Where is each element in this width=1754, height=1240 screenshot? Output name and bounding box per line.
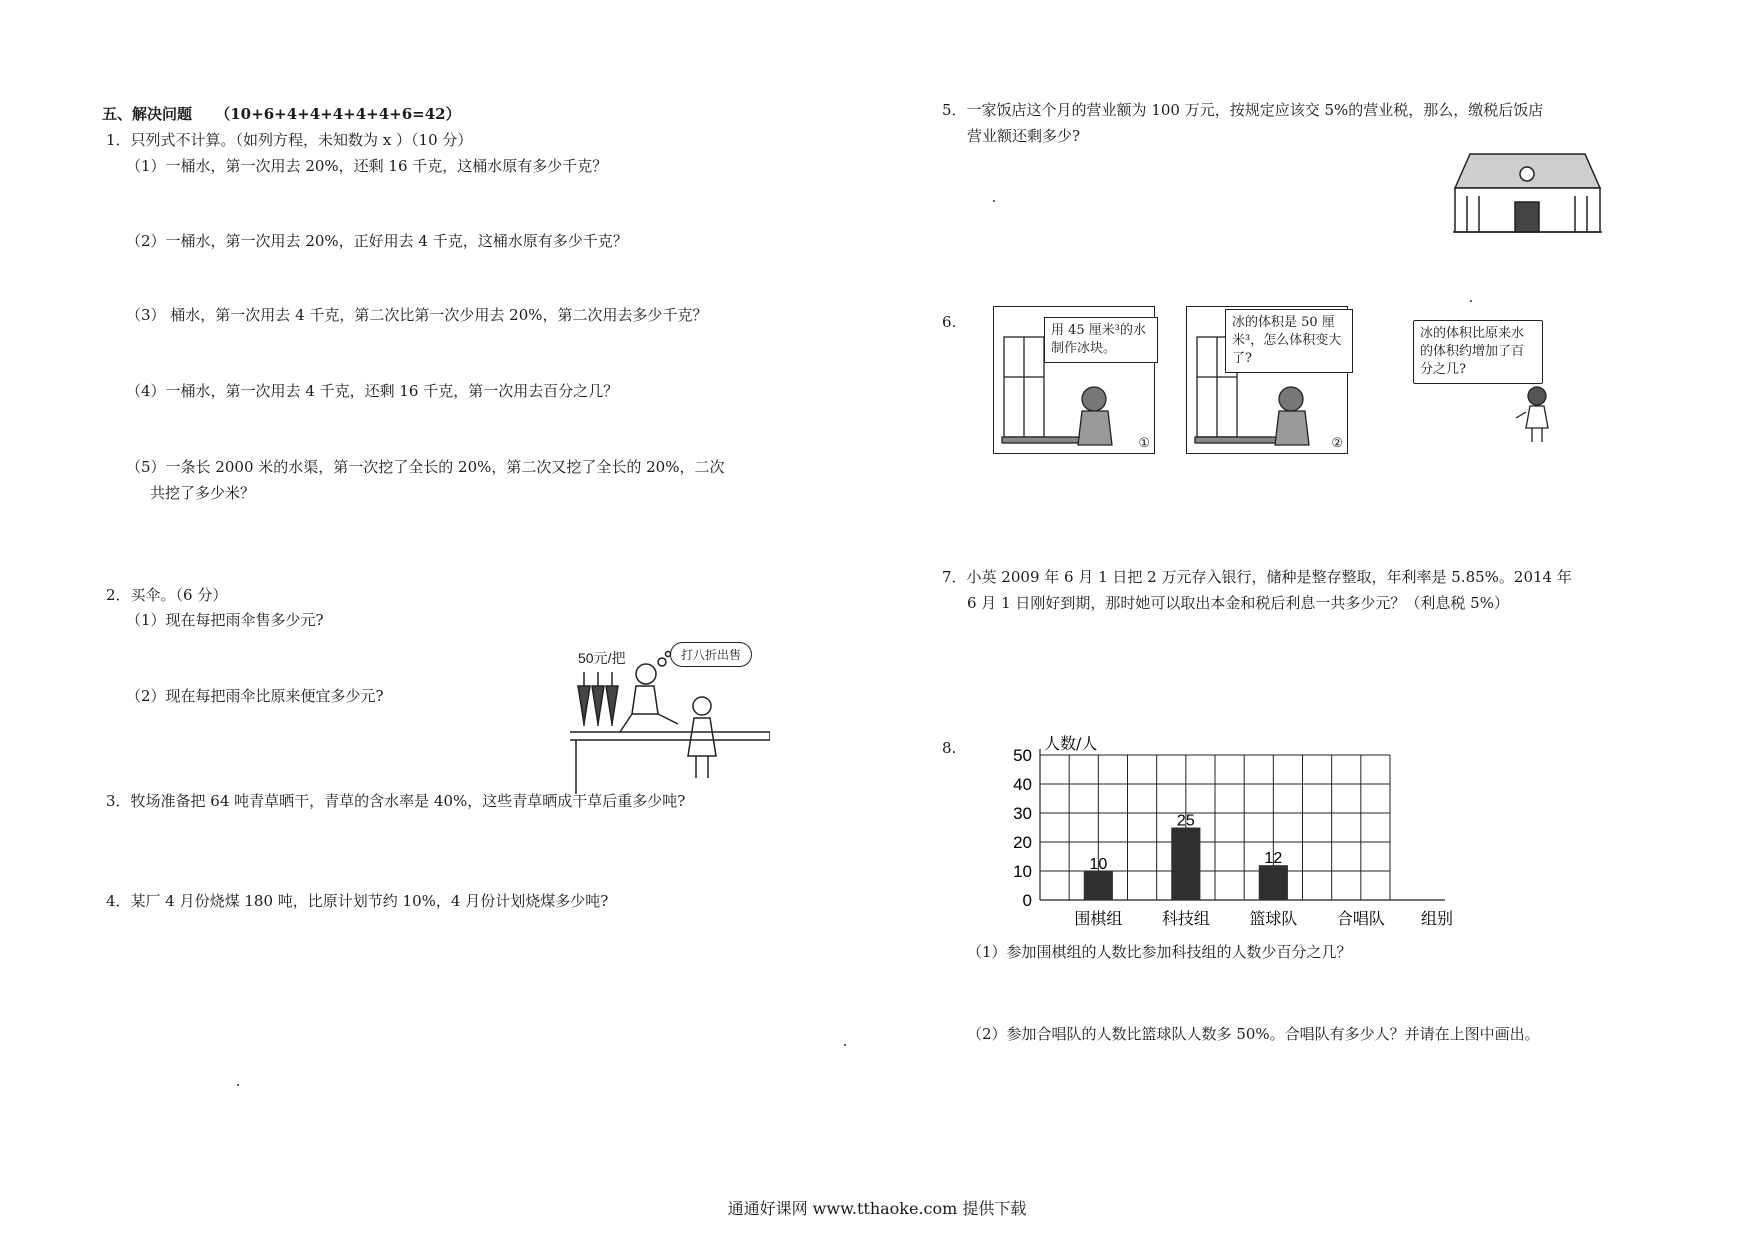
- bar: [1171, 828, 1200, 901]
- q8-number: 8.: [942, 739, 957, 757]
- scan-speck: [1470, 300, 1472, 302]
- x-tick-label: 科技组: [1161, 909, 1210, 928]
- q1-part3: （3） 桶水，第一次用去 4 千克，第二次比第一次少用去 20%，第二次用去多少千克？: [126, 306, 708, 324]
- comic-panel-2: [1186, 306, 1348, 454]
- group-members-bar-chart: [1006, 728, 1466, 928]
- y-tick-label: 0: [1022, 891, 1032, 910]
- q1-part2: （2）一桶水，第一次用去 20%，正好用去 4 千克，这桶水原有多少千克？: [126, 232, 628, 250]
- umbrella-shop-drawing: [570, 636, 770, 796]
- footer-credit: 通通好课网 www.tthaoke.com 提供下载: [727, 1199, 1027, 1218]
- umbrella-shop-illustration: [570, 636, 770, 796]
- q5-line1: 5．一家饭店这个月的营业额为 100 万元，按规定应该交 5%的营业税，那么，缴税后饭店: [942, 101, 1544, 119]
- y-tick-label: 10: [1013, 862, 1032, 881]
- section-title: [102, 104, 461, 124]
- q1-part5-line1: （5）一条长 2000 米的水渠，第一次挖了全长的 20%，第二次又挖了全长的 20%，二次: [126, 458, 725, 476]
- q3-text: 3．牧场准备把 64 吨青草晒干，青草的含水率是 40%，这些青草晒成干草后重多少吨?: [106, 792, 686, 810]
- x-tick-label: 篮球队: [1249, 909, 1298, 928]
- q4-text: 4．某厂 4 月份烧煤 180 吨，比原计划节约 10%，4 月份计划烧煤多少吨?: [106, 892, 609, 910]
- q1-part1: （1）一桶水，第一次用去 20%，还剩 16 千克，这桶水原有多少千克？: [126, 157, 608, 175]
- y-tick-label: 40: [1013, 775, 1032, 794]
- panel1-number: ①: [1138, 436, 1150, 451]
- q8-part1: （1）参加围棋组的人数比参加科技组的人数少百分之几？: [967, 943, 1352, 961]
- q2-part2: （2）现在每把雨伞比原来便宜多少元?: [126, 687, 384, 705]
- panel3-bubble: [1413, 320, 1543, 384]
- scan-speck: [237, 1084, 239, 1086]
- panel1-bubble: [1044, 317, 1158, 363]
- y-axis-title: 人数/人: [1044, 734, 1098, 753]
- price-tag: 50元/把: [578, 650, 626, 666]
- q5-line2: 营业额还剩多少?: [967, 127, 1081, 145]
- scan-speck: [844, 1044, 846, 1046]
- panel2-bubble-text: 冰的体积是 50 厘米³，怎么体积变大了?: [1232, 315, 1342, 366]
- section-title-text: 五、解决问题: [102, 105, 193, 123]
- panel2-number: ②: [1331, 436, 1343, 451]
- bar-data-label: 12: [1264, 850, 1283, 868]
- scan-speck: [993, 200, 995, 202]
- q2-title: 2．买伞。（6 分）: [106, 586, 228, 604]
- q7-line2: 6 月 1 日刚好到期，那时她可以取出本金和税后利息一共多少元？（利息税 5%）: [967, 594, 1509, 612]
- restaurant-illustration: [1445, 148, 1605, 238]
- q2-part1: （1）现在每把雨伞售多少元?: [126, 611, 324, 629]
- x-tick-label: 合唱队: [1336, 909, 1385, 928]
- y-tick-label: 50: [1013, 746, 1032, 765]
- comic-panel-1: [993, 306, 1155, 454]
- y-tick-label: 30: [1013, 804, 1032, 823]
- panel1-bubble-text: 用 45 厘米³的水制作冰块。: [1051, 323, 1147, 356]
- q1-part4: （4）一桶水，第一次用去 4 千克，还剩 16 千克，第一次用去百分之几？: [126, 382, 619, 400]
- x-tick-label: 围棋组: [1074, 909, 1123, 928]
- child-figure: [1512, 384, 1562, 444]
- x-axis-title: 组别: [1420, 909, 1454, 928]
- q6-number: 6.: [942, 313, 957, 331]
- q7-line1: 7．小英 2009 年 6 月 1 日把 2 万元存入银行，储种是整存整取，年利率是 5.85%。2014 年: [942, 568, 1572, 586]
- q8-part2: （2）参加合唱队的人数比篮球队人数多 50%。合唱队有多少人？并请在上图中画出。: [967, 1025, 1540, 1043]
- bar-data-label: 10: [1089, 856, 1108, 873]
- panel3-bubble-text: 冰的体积比原来水的体积约增加了百分之几?: [1420, 326, 1525, 377]
- section-points: （10+6+4+4+4+4+4+6=42）: [215, 105, 461, 123]
- q1-part5-line2: 共挖了多少米？: [150, 484, 256, 502]
- bar: [1084, 871, 1113, 900]
- y-tick-label: 20: [1013, 833, 1032, 852]
- panel2-bubble: [1225, 309, 1353, 373]
- sale-bubble-text: 打八折出售: [681, 648, 742, 662]
- q1-title: 1．只列式不计算。（如列方程，未知数为 x ）（10 分）: [106, 131, 473, 149]
- bar: [1259, 865, 1288, 900]
- bar-data-label: 25: [1176, 812, 1195, 830]
